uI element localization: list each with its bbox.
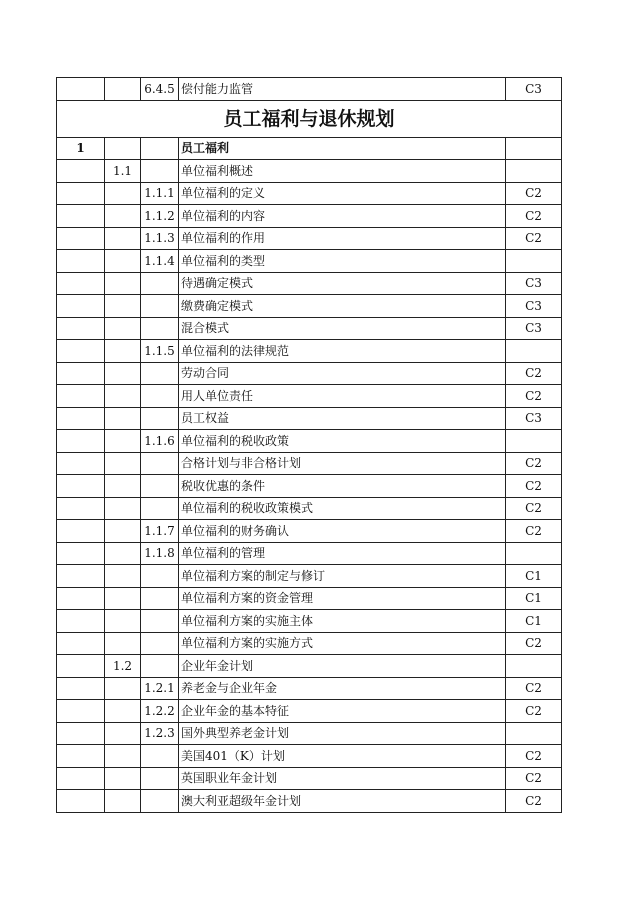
topic-cell: 单位福利的定义 (179, 182, 506, 205)
grade-cell: C3 (506, 407, 562, 430)
topic-cell: 养老金与企业年金 (179, 677, 506, 700)
level3-cell (141, 452, 179, 475)
level3-cell (141, 790, 179, 813)
level1-cell (57, 677, 105, 700)
table-row (57, 632, 562, 655)
topic-cell: 劳动合同 (179, 362, 506, 385)
level1-cell (57, 497, 105, 520)
grade-cell: C3 (506, 78, 562, 101)
grade-cell (506, 430, 562, 453)
level3-cell (141, 632, 179, 655)
table-row (57, 587, 562, 610)
table-row (57, 452, 562, 475)
topic-cell: 单位福利的内容 (179, 205, 506, 228)
grade-cell (506, 722, 562, 745)
level3-cell (141, 385, 179, 408)
grade-cell: C1 (506, 610, 562, 633)
topic-cell: 澳大利亚超级年金计划 (179, 790, 506, 813)
topic-cell: 税收优惠的条件 (179, 475, 506, 498)
syllabus-table (56, 77, 562, 813)
level1-cell (57, 317, 105, 340)
level3-cell (141, 160, 179, 183)
table-row (57, 227, 562, 250)
table-row (57, 610, 562, 633)
level2-cell (105, 362, 141, 385)
level1-cell (57, 610, 105, 633)
table-row (57, 205, 562, 228)
level3-cell (141, 475, 179, 498)
topic-cell: 单位福利的财务确认 (179, 520, 506, 543)
level1-cell (57, 767, 105, 790)
level2-cell (105, 295, 141, 318)
level1-cell (57, 78, 105, 101)
table-row (57, 250, 562, 273)
level1-cell (57, 452, 105, 475)
level3-cell (141, 137, 179, 160)
topic-cell: 英国职业年金计划 (179, 767, 506, 790)
table-row (57, 475, 562, 498)
level2-cell (105, 407, 141, 430)
level2-cell (105, 745, 141, 768)
grade-cell: C2 (506, 182, 562, 205)
grade-cell (506, 137, 562, 160)
topic-cell: 单位福利概述 (179, 160, 506, 183)
table-row (57, 160, 562, 183)
level2-cell: 1.1 (105, 160, 141, 183)
level1-cell (57, 385, 105, 408)
table-row (57, 385, 562, 408)
level2-cell: 1.2 (105, 655, 141, 678)
grade-cell: C2 (506, 227, 562, 250)
level1-cell (57, 227, 105, 250)
level3-cell: 1.2.3 (141, 722, 179, 745)
level1-cell (57, 790, 105, 813)
level2-cell (105, 385, 141, 408)
level1-cell: 1 (57, 137, 105, 160)
grade-cell: C2 (506, 745, 562, 768)
topic-cell: 单位福利方案的资金管理 (179, 587, 506, 610)
table-row (57, 497, 562, 520)
topic-cell: 合格计划与非合格计划 (179, 452, 506, 475)
table-row (57, 137, 562, 160)
table-row (57, 767, 562, 790)
grade-cell: C1 (506, 565, 562, 588)
topic-cell: 企业年金计划 (179, 655, 506, 678)
grade-cell: C2 (506, 520, 562, 543)
level1-cell (57, 587, 105, 610)
grade-cell: C2 (506, 677, 562, 700)
level3-cell: 1.1.1 (141, 182, 179, 205)
grade-cell (506, 655, 562, 678)
level1-cell (57, 295, 105, 318)
level1-cell (57, 700, 105, 723)
level1-cell (57, 362, 105, 385)
grade-cell (506, 250, 562, 273)
table-row (57, 317, 562, 340)
table-row (57, 565, 562, 588)
topic-cell: 单位福利方案的实施方式 (179, 632, 506, 655)
table-row (57, 677, 562, 700)
level3-cell: 1.1.3 (141, 227, 179, 250)
level3-cell (141, 655, 179, 678)
table-row (57, 655, 562, 678)
level1-cell (57, 745, 105, 768)
level1-cell (57, 542, 105, 565)
topic-cell: 单位福利的管理 (179, 542, 506, 565)
level3-cell (141, 587, 179, 610)
level3-cell: 1.1.7 (141, 520, 179, 543)
level2-cell (105, 250, 141, 273)
table-row (57, 790, 562, 813)
level2-cell (105, 430, 141, 453)
table-row (57, 295, 562, 318)
level1-cell (57, 430, 105, 453)
level1-cell (57, 565, 105, 588)
grade-cell: C2 (506, 452, 562, 475)
level3-cell: 1.1.2 (141, 205, 179, 228)
level2-cell (105, 78, 141, 101)
level3-cell (141, 610, 179, 633)
level1-cell (57, 407, 105, 430)
level3-cell (141, 497, 179, 520)
level1-cell (57, 250, 105, 273)
level2-cell (105, 272, 141, 295)
level3-cell: 1.1.6 (141, 430, 179, 453)
topic-cell: 用人单位责任 (179, 385, 506, 408)
level2-cell (105, 452, 141, 475)
level1-cell (57, 205, 105, 228)
level2-cell (105, 497, 141, 520)
level3-cell (141, 407, 179, 430)
table-row (57, 745, 562, 768)
level1-cell (57, 722, 105, 745)
level3-cell (141, 295, 179, 318)
topic-cell: 单位福利的税收政策 (179, 430, 506, 453)
grade-cell: C2 (506, 362, 562, 385)
level2-cell (105, 340, 141, 363)
level3-cell: 6.4.5 (141, 78, 179, 101)
grade-cell: C2 (506, 700, 562, 723)
grade-cell (506, 542, 562, 565)
level2-cell (105, 565, 141, 588)
level2-cell (105, 475, 141, 498)
level2-cell (105, 790, 141, 813)
topic-cell: 单位福利方案的制定与修订 (179, 565, 506, 588)
level1-cell (57, 272, 105, 295)
grade-cell: C2 (506, 767, 562, 790)
level3-cell: 1.2.1 (141, 677, 179, 700)
topic-cell: 单位福利的税收政策模式 (179, 497, 506, 520)
level1-cell (57, 182, 105, 205)
level3-cell: 1.1.5 (141, 340, 179, 363)
level1-cell (57, 340, 105, 363)
topic-cell: 单位福利的作用 (179, 227, 506, 250)
level1-cell (57, 160, 105, 183)
grade-cell: C2 (506, 205, 562, 228)
title-row (57, 100, 562, 137)
level1-cell (57, 520, 105, 543)
table-row (57, 542, 562, 565)
level2-cell (105, 520, 141, 543)
level2-cell (105, 610, 141, 633)
grade-cell: C3 (506, 272, 562, 295)
table-row (57, 182, 562, 205)
level1-cell (57, 632, 105, 655)
level3-cell (141, 362, 179, 385)
topic-cell: 员工权益 (179, 407, 506, 430)
level3-cell: 1.1.4 (141, 250, 179, 273)
grade-cell: C3 (506, 295, 562, 318)
level3-cell: 1.1.8 (141, 542, 179, 565)
table-row (57, 430, 562, 453)
topic-cell: 单位福利的类型 (179, 250, 506, 273)
table-row (57, 362, 562, 385)
level3-cell (141, 565, 179, 588)
level2-cell (105, 677, 141, 700)
level2-cell (105, 205, 141, 228)
grade-cell: C2 (506, 497, 562, 520)
table-row (57, 722, 562, 745)
grade-cell: C2 (506, 475, 562, 498)
grade-cell: C2 (506, 790, 562, 813)
topic-cell: 偿付能力监管 (179, 78, 506, 101)
topic-cell: 单位福利的法律规范 (179, 340, 506, 363)
topic-cell: 待遇确定模式 (179, 272, 506, 295)
table-row (57, 340, 562, 363)
level3-cell: 1.2.2 (141, 700, 179, 723)
level2-cell (105, 767, 141, 790)
grade-cell (506, 160, 562, 183)
table-row (57, 407, 562, 430)
level2-cell (105, 700, 141, 723)
level3-cell (141, 272, 179, 295)
level3-cell (141, 745, 179, 768)
grade-cell (506, 340, 562, 363)
level2-cell (105, 317, 141, 340)
topic-cell: 单位福利方案的实施主体 (179, 610, 506, 633)
topic-cell: 美国401（K）计划 (179, 745, 506, 768)
topic-cell: 员工福利 (179, 137, 506, 160)
grade-cell: C2 (506, 385, 562, 408)
topic-cell: 国外典型养老金计划 (179, 722, 506, 745)
level2-cell (105, 722, 141, 745)
level2-cell (105, 587, 141, 610)
table-row (57, 700, 562, 723)
chapter-title: 员工福利与退休规划 (57, 100, 562, 137)
grade-cell: C1 (506, 587, 562, 610)
topic-cell: 混合模式 (179, 317, 506, 340)
level3-cell (141, 767, 179, 790)
table-row (57, 520, 562, 543)
level2-cell (105, 137, 141, 160)
level1-cell (57, 655, 105, 678)
level3-cell (141, 317, 179, 340)
table-row (57, 272, 562, 295)
grade-cell: C3 (506, 317, 562, 340)
level2-cell (105, 632, 141, 655)
grade-cell: C2 (506, 632, 562, 655)
table-row (57, 78, 562, 101)
topic-cell: 缴费确定模式 (179, 295, 506, 318)
level1-cell (57, 475, 105, 498)
level2-cell (105, 227, 141, 250)
level2-cell (105, 542, 141, 565)
level2-cell (105, 182, 141, 205)
topic-cell: 企业年金的基本特征 (179, 700, 506, 723)
